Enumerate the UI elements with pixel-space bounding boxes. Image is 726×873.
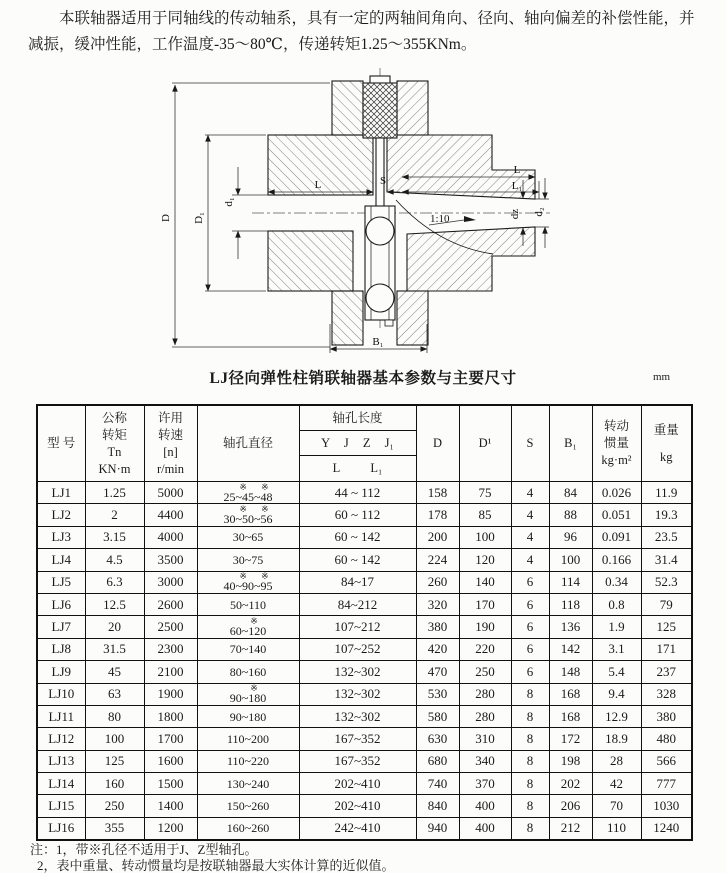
cell-B1: 100 (549, 549, 592, 571)
cell-S: 6 (511, 638, 549, 660)
cell-B1: 168 (549, 683, 592, 705)
cell-torque: 45 (85, 661, 144, 683)
cell-D: 940 (416, 817, 459, 839)
cell-D1: 310 (459, 728, 511, 750)
left-step-lower (332, 291, 363, 345)
cell-torque: 1.25 (85, 482, 144, 504)
col-speed: 许用 转速 [n] r/min (144, 405, 197, 482)
cell-bore (197, 638, 299, 660)
cell-D1: 75 (459, 482, 511, 504)
cell-S: 6 (511, 571, 549, 593)
cell-bore (197, 482, 299, 504)
cell-D1: 250 (459, 661, 511, 683)
col-torque: 公称 转矩 Tn KN·m (85, 405, 144, 482)
coupling-section (268, 76, 535, 345)
cell-bore (197, 616, 299, 638)
bore-value: 70~140 (229, 642, 267, 657)
cell-model: LJ16 (37, 817, 85, 839)
bore-value: 30~50~56 (223, 512, 273, 527)
bore-length-types: Y J Z J₁ (300, 431, 416, 456)
cell-B1: 136 (549, 616, 592, 638)
cell-speed: 1200 (144, 817, 197, 839)
cell-D1: 340 (459, 750, 511, 772)
cell-weight: 11.9 (641, 482, 692, 504)
cell-inertia: 12.9 (592, 705, 641, 727)
col-B1: B₁ (549, 405, 592, 482)
cell-B1: 118 (549, 593, 592, 615)
cell-inertia: 0.34 (592, 571, 641, 593)
cell-length: 44 ~ 112 (299, 482, 416, 504)
cell-bore (197, 593, 299, 615)
coupling-drawing-svg (146, 66, 586, 362)
cell-D1: 120 (459, 549, 511, 571)
bore-value: 30~65 (232, 530, 264, 545)
right-hub-lower (407, 227, 535, 291)
cell-S: 8 (511, 728, 549, 750)
cell-inertia: 0.166 (592, 549, 641, 571)
cell-length: 167~352 (299, 728, 416, 750)
cell-B1: 88 (549, 504, 592, 526)
table-row (37, 705, 692, 727)
cell-inertia: 0.8 (592, 593, 641, 615)
cell-bore (197, 705, 299, 727)
table-row (37, 504, 692, 526)
cell-torque: 20 (85, 616, 144, 638)
cell-bore (197, 817, 299, 839)
cell-torque: 4.5 (85, 549, 144, 571)
cell-S: 4 (511, 482, 549, 504)
table-row (37, 638, 692, 660)
cell-bore (197, 549, 299, 571)
cell-inertia: 70 (592, 795, 641, 817)
intro-line-2: 减振，缓冲性能，工作温度-35～80℃，传递转矩1.25～355KNm。 (28, 36, 477, 53)
cell-D: 630 (416, 728, 459, 750)
bore-value: 130~240 (226, 776, 270, 791)
cell-D: 320 (416, 593, 459, 615)
cell-model: LJ10 (37, 683, 85, 705)
cell-speed: 1400 (144, 795, 197, 817)
cell-B1: 142 (549, 638, 592, 660)
bore-marks: ※ (250, 616, 264, 627)
cell-B1: 212 (549, 817, 592, 839)
cell-inertia: 18.9 (592, 728, 641, 750)
cell-model: LJ11 (37, 705, 85, 727)
cell-torque: 2 (85, 504, 144, 526)
table-row (37, 482, 692, 504)
cell-model: LJ14 (37, 773, 85, 795)
cell-D1: 370 (459, 773, 511, 795)
cell-weight: 480 (641, 728, 692, 750)
cell-weight: 19.3 (641, 504, 692, 526)
cell-bore (197, 683, 299, 705)
cell-model: LJ9 (37, 661, 85, 683)
cell-B1: 168 (549, 705, 592, 727)
cell-D: 178 (416, 504, 459, 526)
cell-D1: 400 (459, 817, 511, 839)
note-line-2: 2，表中重量、转动惯量均是按联轴器最大实体计算的近似值。 (37, 857, 395, 873)
cell-length: 60 ~ 112 (299, 504, 416, 526)
cell-bore (197, 526, 299, 548)
table-row (37, 549, 692, 571)
cell-torque: 3.15 (85, 526, 144, 548)
cell-torque: 125 (85, 750, 144, 772)
table-row (37, 593, 692, 615)
cell-model: LJ3 (37, 526, 85, 548)
cell-D1: 170 (459, 593, 511, 615)
table-body (37, 482, 692, 840)
dim-label-D: D (160, 214, 172, 222)
cell-S: 8 (511, 705, 549, 727)
table-row (37, 571, 692, 593)
bore-value: 30~75 (232, 552, 264, 567)
cell-S: 8 (511, 683, 549, 705)
cell-model: LJ12 (37, 728, 85, 750)
dim-label-d2: d₂ (533, 207, 545, 217)
cell-D: 380 (416, 616, 459, 638)
cell-model: LJ15 (37, 795, 85, 817)
dim-label-B1: B₁ (372, 336, 384, 348)
bore-value: 40~90~95 (223, 579, 273, 594)
cell-speed: 2500 (144, 616, 197, 638)
cell-D1: 220 (459, 638, 511, 660)
elastic-ring-lower (366, 284, 394, 312)
bore-marks: ※ ※ (239, 571, 275, 582)
cell-model: LJ6 (37, 593, 85, 615)
cell-S: 6 (511, 616, 549, 638)
bore-value: 60~120 (229, 624, 267, 639)
cell-weight: 566 (641, 750, 692, 772)
cell-weight: 79 (641, 593, 692, 615)
cell-D: 224 (416, 549, 459, 571)
cell-D: 158 (416, 482, 459, 504)
cell-B1: 148 (549, 661, 592, 683)
bore-marks: ※ (250, 683, 264, 694)
cell-length: 242~410 (299, 817, 416, 839)
cell-bore (197, 795, 299, 817)
cell-inertia: 0.091 (592, 526, 641, 548)
cell-S: 8 (511, 795, 549, 817)
cell-D: 580 (416, 705, 459, 727)
cell-speed: 3000 (144, 571, 197, 593)
cell-B1: 172 (549, 728, 592, 750)
cell-inertia: 1.9 (592, 616, 641, 638)
taper-label: 1:10 (430, 213, 450, 225)
table-row (37, 661, 692, 683)
cell-D1: 100 (459, 526, 511, 548)
left-flange-lower (268, 231, 353, 291)
col-bore-length (299, 405, 416, 482)
cell-speed: 5000 (144, 482, 197, 504)
cell-model: LJ2 (37, 504, 85, 526)
cell-length: 84~17 (299, 571, 416, 593)
cell-speed: 1500 (144, 773, 197, 795)
cell-speed: 1600 (144, 750, 197, 772)
cell-bore (197, 504, 299, 526)
cell-speed: 2600 (144, 593, 197, 615)
pin-nut (385, 320, 393, 326)
note-line-1: 注：1，带※孔径不适用于J、Z型轴孔。 (30, 842, 258, 857)
cell-D1: 190 (459, 616, 511, 638)
cell-D1: 85 (459, 504, 511, 526)
cell-length: 202~410 (299, 795, 416, 817)
col-S: S (511, 405, 549, 482)
cell-speed: 4400 (144, 504, 197, 526)
cell-torque: 160 (85, 773, 144, 795)
cell-B1: 202 (549, 773, 592, 795)
cell-D: 530 (416, 683, 459, 705)
bore-value: 50~110 (229, 597, 267, 612)
bore-value: 80~160 (229, 664, 267, 679)
bore-marks: ※ ※ (239, 504, 275, 515)
notes (30, 842, 395, 873)
cell-weight: 52.3 (641, 571, 692, 593)
right-step-lower (397, 291, 428, 345)
cell-inertia: 0.026 (592, 482, 641, 504)
cell-length: 60 ~ 142 (299, 549, 416, 571)
cell-inertia: 3.1 (592, 638, 641, 660)
dim-label-dz: dz (509, 208, 521, 220)
cell-speed: 2100 (144, 661, 197, 683)
cell-B1: 114 (549, 571, 592, 593)
cell-length: 60 ~ 142 (299, 526, 416, 548)
cell-torque: 250 (85, 795, 144, 817)
cell-bore (197, 750, 299, 772)
dim-label-L-left: L (314, 179, 322, 191)
cell-S: 4 (511, 526, 549, 548)
elastic-ring-upper (366, 217, 394, 245)
cell-speed: 4000 (144, 526, 197, 548)
cell-weight: 380 (641, 705, 692, 727)
parameters-table (36, 404, 693, 841)
cell-inertia: 42 (592, 773, 641, 795)
cell-D1: 140 (459, 571, 511, 593)
cell-S: 4 (511, 549, 549, 571)
cell-speed: 1900 (144, 683, 197, 705)
cell-inertia: 5.4 (592, 661, 641, 683)
table-row (37, 728, 692, 750)
cell-S: 4 (511, 504, 549, 526)
intro-paragraph (28, 6, 700, 58)
cell-S: 8 (511, 817, 549, 839)
cell-D: 420 (416, 638, 459, 660)
cell-torque: 63 (85, 683, 144, 705)
cell-S: 6 (511, 593, 549, 615)
table-row (37, 817, 692, 839)
cell-speed: 1800 (144, 705, 197, 727)
dim-label-S: S (379, 175, 387, 187)
bore-value: 90~180 (229, 709, 267, 724)
cell-inertia: 110 (592, 817, 641, 839)
cell-weight: 31.4 (641, 549, 692, 571)
intro-line-1: 本联轴器适用于同轴线的传动轴系，具有一定的两轴间角向、径向、轴向偏差的补偿性能，并 (59, 10, 695, 27)
cell-bore (197, 661, 299, 683)
cell-weight: 777 (641, 773, 692, 795)
col-inertia: 转动 惯量 kg·m² (592, 405, 641, 482)
cell-inertia: 9.4 (592, 683, 641, 705)
cell-S: 8 (511, 773, 549, 795)
table-row (37, 795, 692, 817)
cell-weight: 23.5 (641, 526, 692, 548)
dim-label-D1: D₁ (193, 212, 205, 224)
cell-length: 202~410 (299, 773, 416, 795)
table-row (37, 750, 692, 772)
bore-value: 160~260 (226, 821, 270, 836)
table-row (37, 616, 692, 638)
cell-torque: 12.5 (85, 593, 144, 615)
cell-D1: 280 (459, 683, 511, 705)
cell-bore (197, 571, 299, 593)
cell-length: 107~212 (299, 616, 416, 638)
cell-length: 132~302 (299, 683, 416, 705)
cell-B1: 198 (549, 750, 592, 772)
cell-weight: 328 (641, 683, 692, 705)
cell-torque: 80 (85, 705, 144, 727)
bore-marks: ※ ※ (239, 481, 275, 492)
coupling-drawing (146, 66, 586, 362)
cell-speed: 2300 (144, 638, 197, 660)
cell-torque: 355 (85, 817, 144, 839)
cell-D1: 400 (459, 795, 511, 817)
bore-length-title: 轴孔长度 (300, 406, 416, 431)
col-weight: 重量 kg (641, 405, 692, 482)
cell-D: 840 (416, 795, 459, 817)
cell-D: 470 (416, 661, 459, 683)
cell-D1: 280 (459, 705, 511, 727)
cell-model: LJ7 (37, 616, 85, 638)
table-row (37, 773, 692, 795)
cell-model: LJ13 (37, 750, 85, 772)
cell-weight: 125 (641, 616, 692, 638)
cell-B1: 96 (549, 526, 592, 548)
cell-model: LJ5 (37, 571, 85, 593)
table-title: LJ径向弹性柱销联轴器基本参数与主要尺寸 (209, 370, 517, 387)
cell-length: 167~352 (299, 750, 416, 772)
dim-label-L1: L₁ (511, 180, 523, 192)
cell-inertia: 28 (592, 750, 641, 772)
unit-label: mm (653, 371, 671, 383)
cell-inertia: 0.051 (592, 504, 641, 526)
cell-length: 132~302 (299, 705, 416, 727)
cell-weight: 1030 (641, 795, 692, 817)
cell-S: 8 (511, 750, 549, 772)
cell-speed: 3500 (144, 549, 197, 571)
col-D1: D¹ (459, 405, 511, 482)
cell-D: 740 (416, 773, 459, 795)
cell-weight: 1240 (641, 817, 692, 839)
cell-length: 84~212 (299, 593, 416, 615)
left-step-upper (332, 81, 363, 135)
cell-torque: 31.5 (85, 638, 144, 660)
col-D: D (416, 405, 459, 482)
cell-model: LJ8 (37, 638, 85, 660)
table-header (37, 405, 692, 482)
cell-B1: 84 (549, 482, 592, 504)
cell-speed: 1700 (144, 728, 197, 750)
cell-bore (197, 773, 299, 795)
col-bore-diameter: 轴孔直径 (197, 405, 299, 482)
dim-label-L-right: L (513, 164, 521, 176)
cell-S: 6 (511, 661, 549, 683)
cell-torque: 6.3 (85, 571, 144, 593)
bore-value: 110~200 (226, 731, 270, 746)
bore-value: 150~260 (226, 799, 270, 814)
cell-length: 107~252 (299, 638, 416, 660)
col-model: 型 号 (37, 405, 85, 482)
bore-value: 90~180 (229, 691, 267, 706)
right-step-upper (397, 81, 428, 135)
cell-bore (197, 728, 299, 750)
cell-model: LJ1 (37, 482, 85, 504)
cell-D: 680 (416, 750, 459, 772)
cell-D: 200 (416, 526, 459, 548)
cell-weight: 171 (641, 638, 692, 660)
table-row (37, 526, 692, 548)
cell-weight: 237 (641, 661, 692, 683)
cell-model: LJ4 (37, 549, 85, 571)
cell-torque: 100 (85, 728, 144, 750)
cell-B1: 206 (549, 795, 592, 817)
bore-length-sub: L L₁ (332, 461, 383, 475)
bore-value: 25~45~48 (223, 489, 273, 504)
dim-label-d1: d₁ (223, 197, 235, 207)
table-row (37, 683, 692, 705)
bore-value: 110~220 (226, 754, 270, 769)
cell-D: 260 (416, 571, 459, 593)
cell-length: 132~302 (299, 661, 416, 683)
